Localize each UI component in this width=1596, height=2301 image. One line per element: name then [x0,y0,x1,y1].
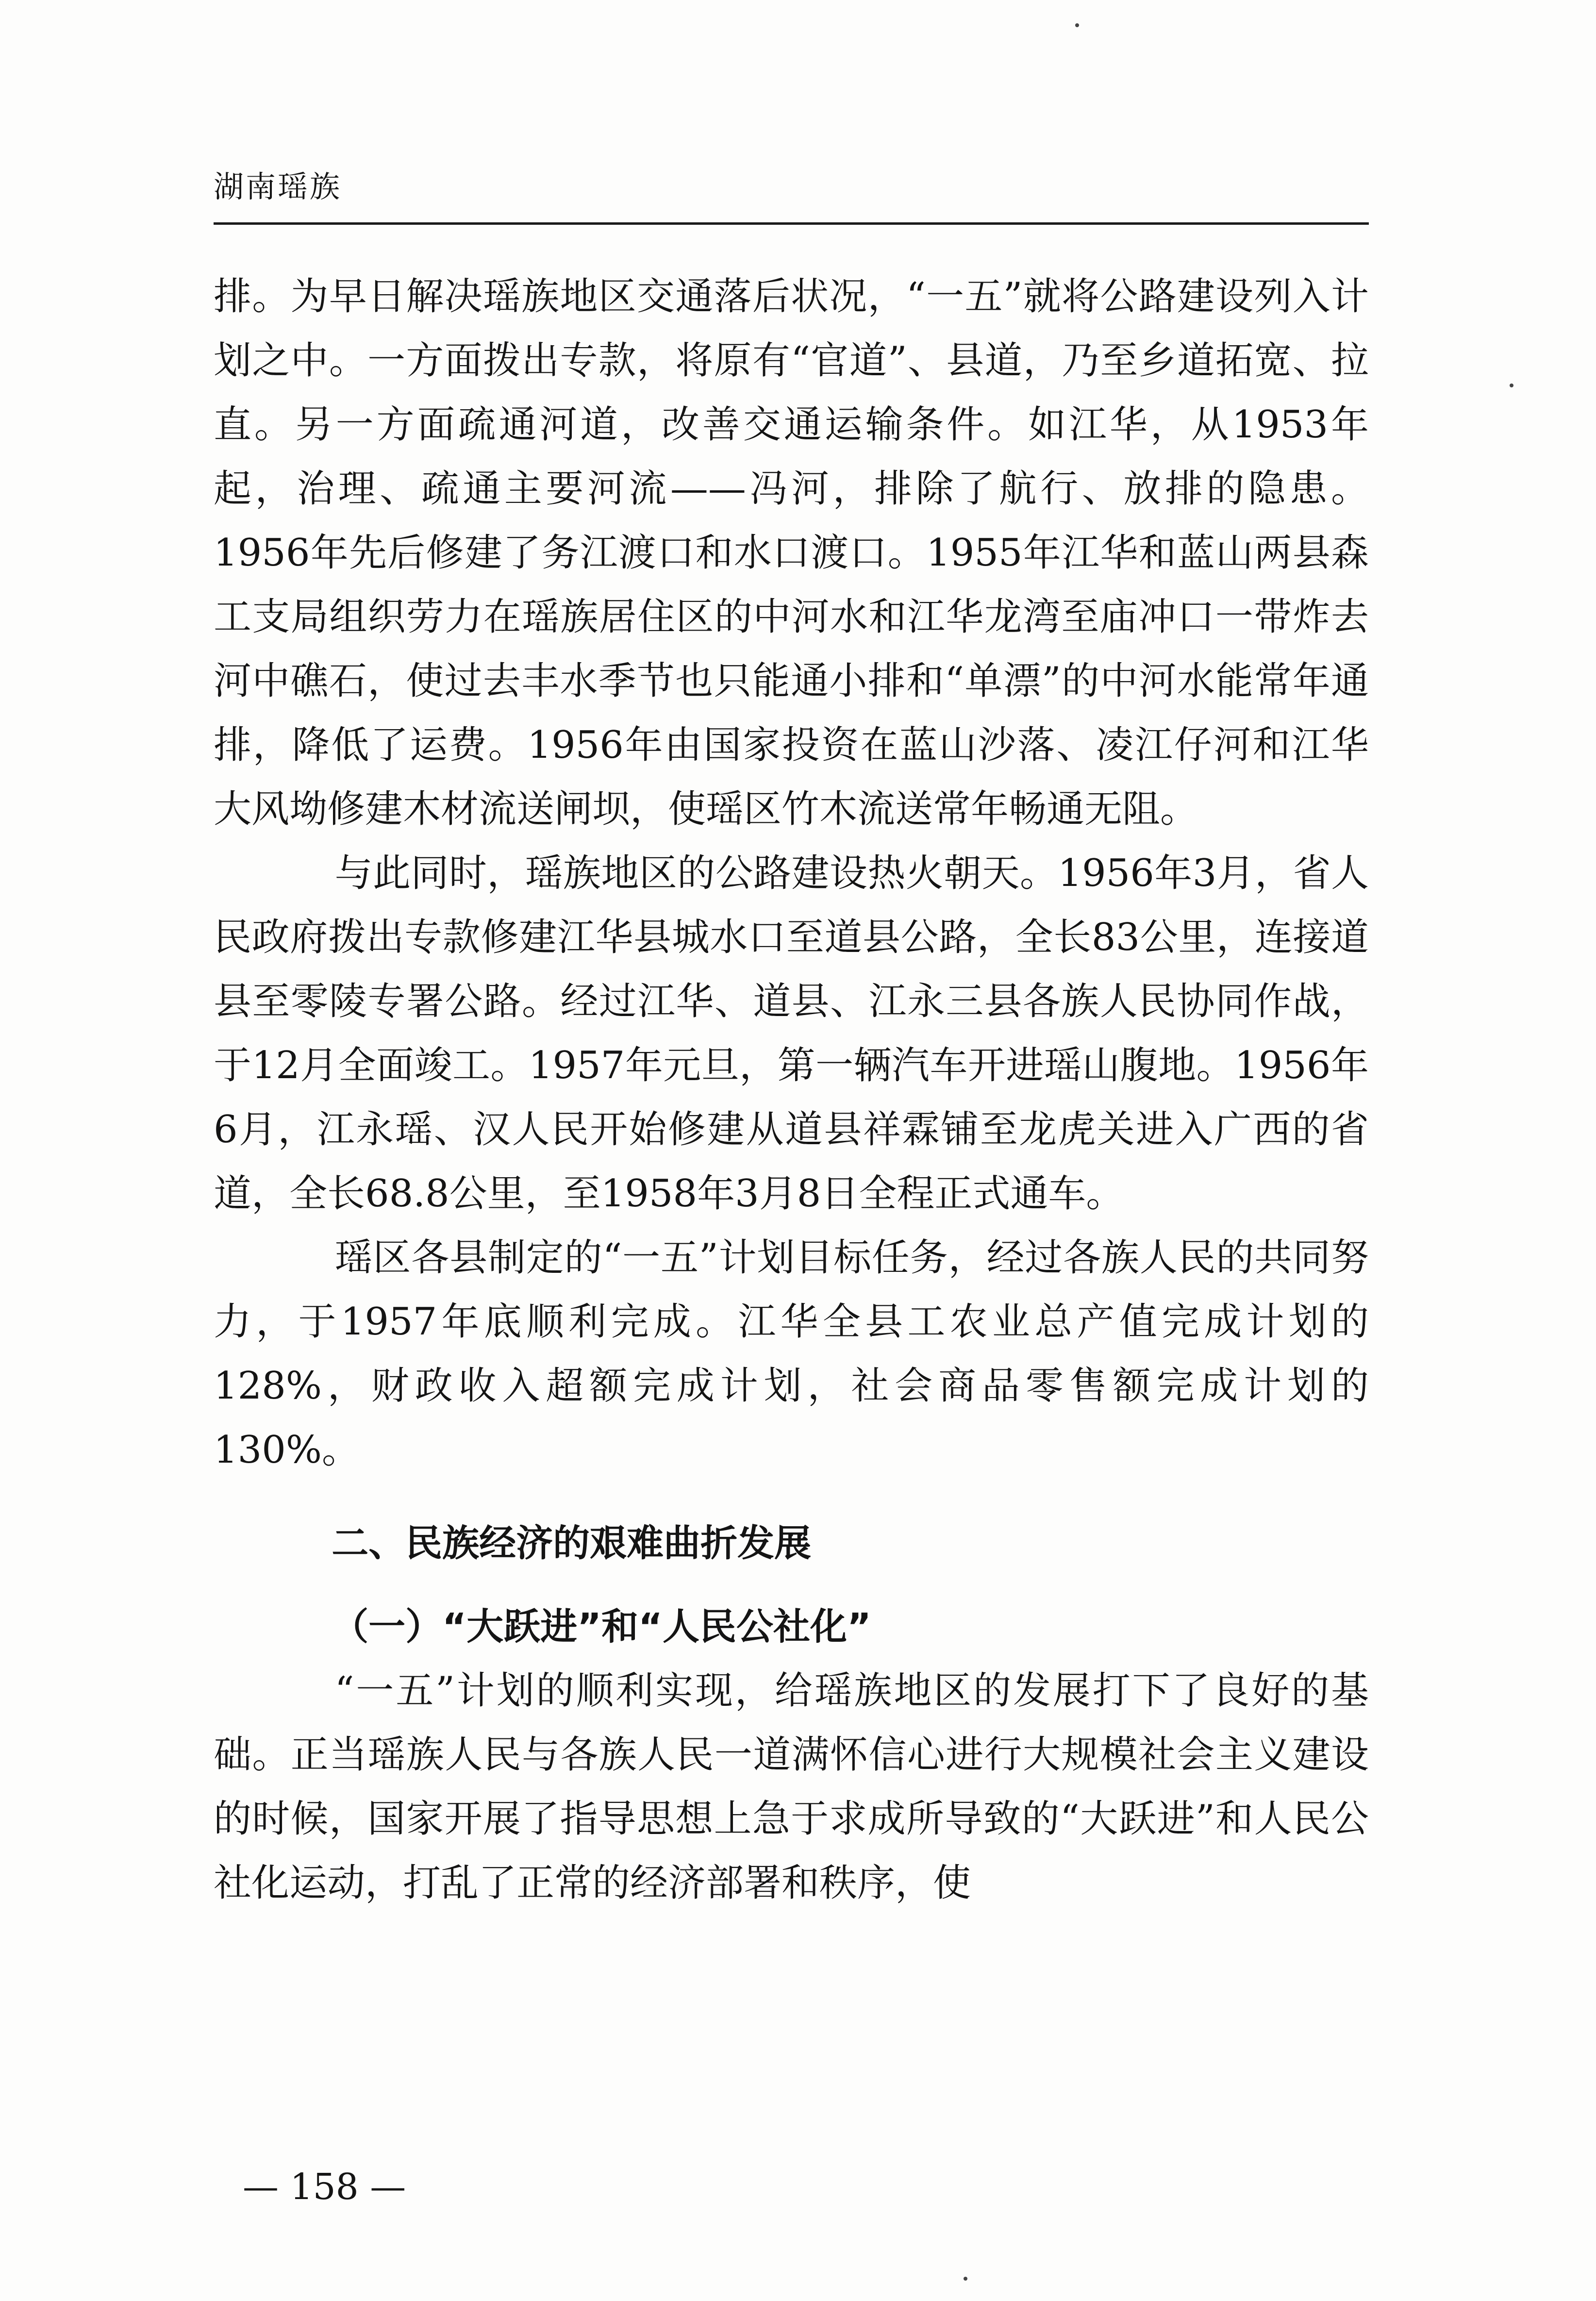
scan-speck [1075,23,1079,27]
scan-speck [964,2277,967,2281]
paragraph-road-construction: 与此同时，瑶族地区的公路建设热火朝天。1956年3月，省人民政府拨出专款修建江华县城水口至道县公路，全长83公里，连接道县至零陵专署公路。经过江华、道县、江永三县各族人民协同作战，于12月全面竣工。1957年元旦，第一辆汽车开进瑶山腹地。1956年6月，江永瑶、汉人民开始修建从道县祥霖铺至龙虎关进入广西的省道，全长68.8公里，至1958年3月8日全程正式通车。 [214,851,1369,1216]
scan-speck [1510,384,1513,387]
page-number: — 158 — [243,2166,406,2208]
paragraph-transport: 排。为早日解决瑶族地区交通落后状况，“一五”就将公路建设列入计划之中。一方面拨出专款，将原有“官道”、县道，乃至乡道拓宽、拉直。另一方面疏通河道，改善交通运输条件。如江华，从1953年起，治理、疏通主要河流——冯河，排除了航行、放排的隐患。1956年先后修建了务江渡口和水口渡口。1955年江华和蓝山两县森工支局组织劳力在瑶族居住区的中河水和江华龙湾至庙冲口一带炸去河中礁石，使过去丰水季节也只能通小排和“单漂”的中河水能常年通排，降低了运费。1956年由国家投资在蓝山沙落、凌江仔河和江华大风坳修建木材流送闸坝，使瑶区竹木流送常年畅通无阻。 [214,275,1369,831]
running-header: 湖南瑶族 [214,169,342,204]
sub-heading: （一）“大跃进”和“人民公社化” [332,1605,871,1648]
body-text [214,265,1369,1915]
paragraph-plan-completion: 瑶区各县制定的“一五”计划目标任务，经过各族人民的共同努力，于1957年底顺利完成。江华全县工农业总产值完成计划的128%，财政收入超额完成计划，社会商品零售额完成计划的130%。 [214,1236,1369,1472]
header-rule [214,222,1369,225]
section-heading: 二、民族经济的艰难曲折发展 [332,1521,812,1565]
paragraph-great-leap: “一五”计划的顺利实现，给瑶族地区的发展打下了良好的基础。正当瑶族人民与各族人民一道满怀信心进行大规模社会主义建设的时候，国家开展了指导思想上急于求成所导致的“大跃进”和人民公社化运动，打乱了正常的经济部署和秩序，使 [214,1669,1369,1905]
